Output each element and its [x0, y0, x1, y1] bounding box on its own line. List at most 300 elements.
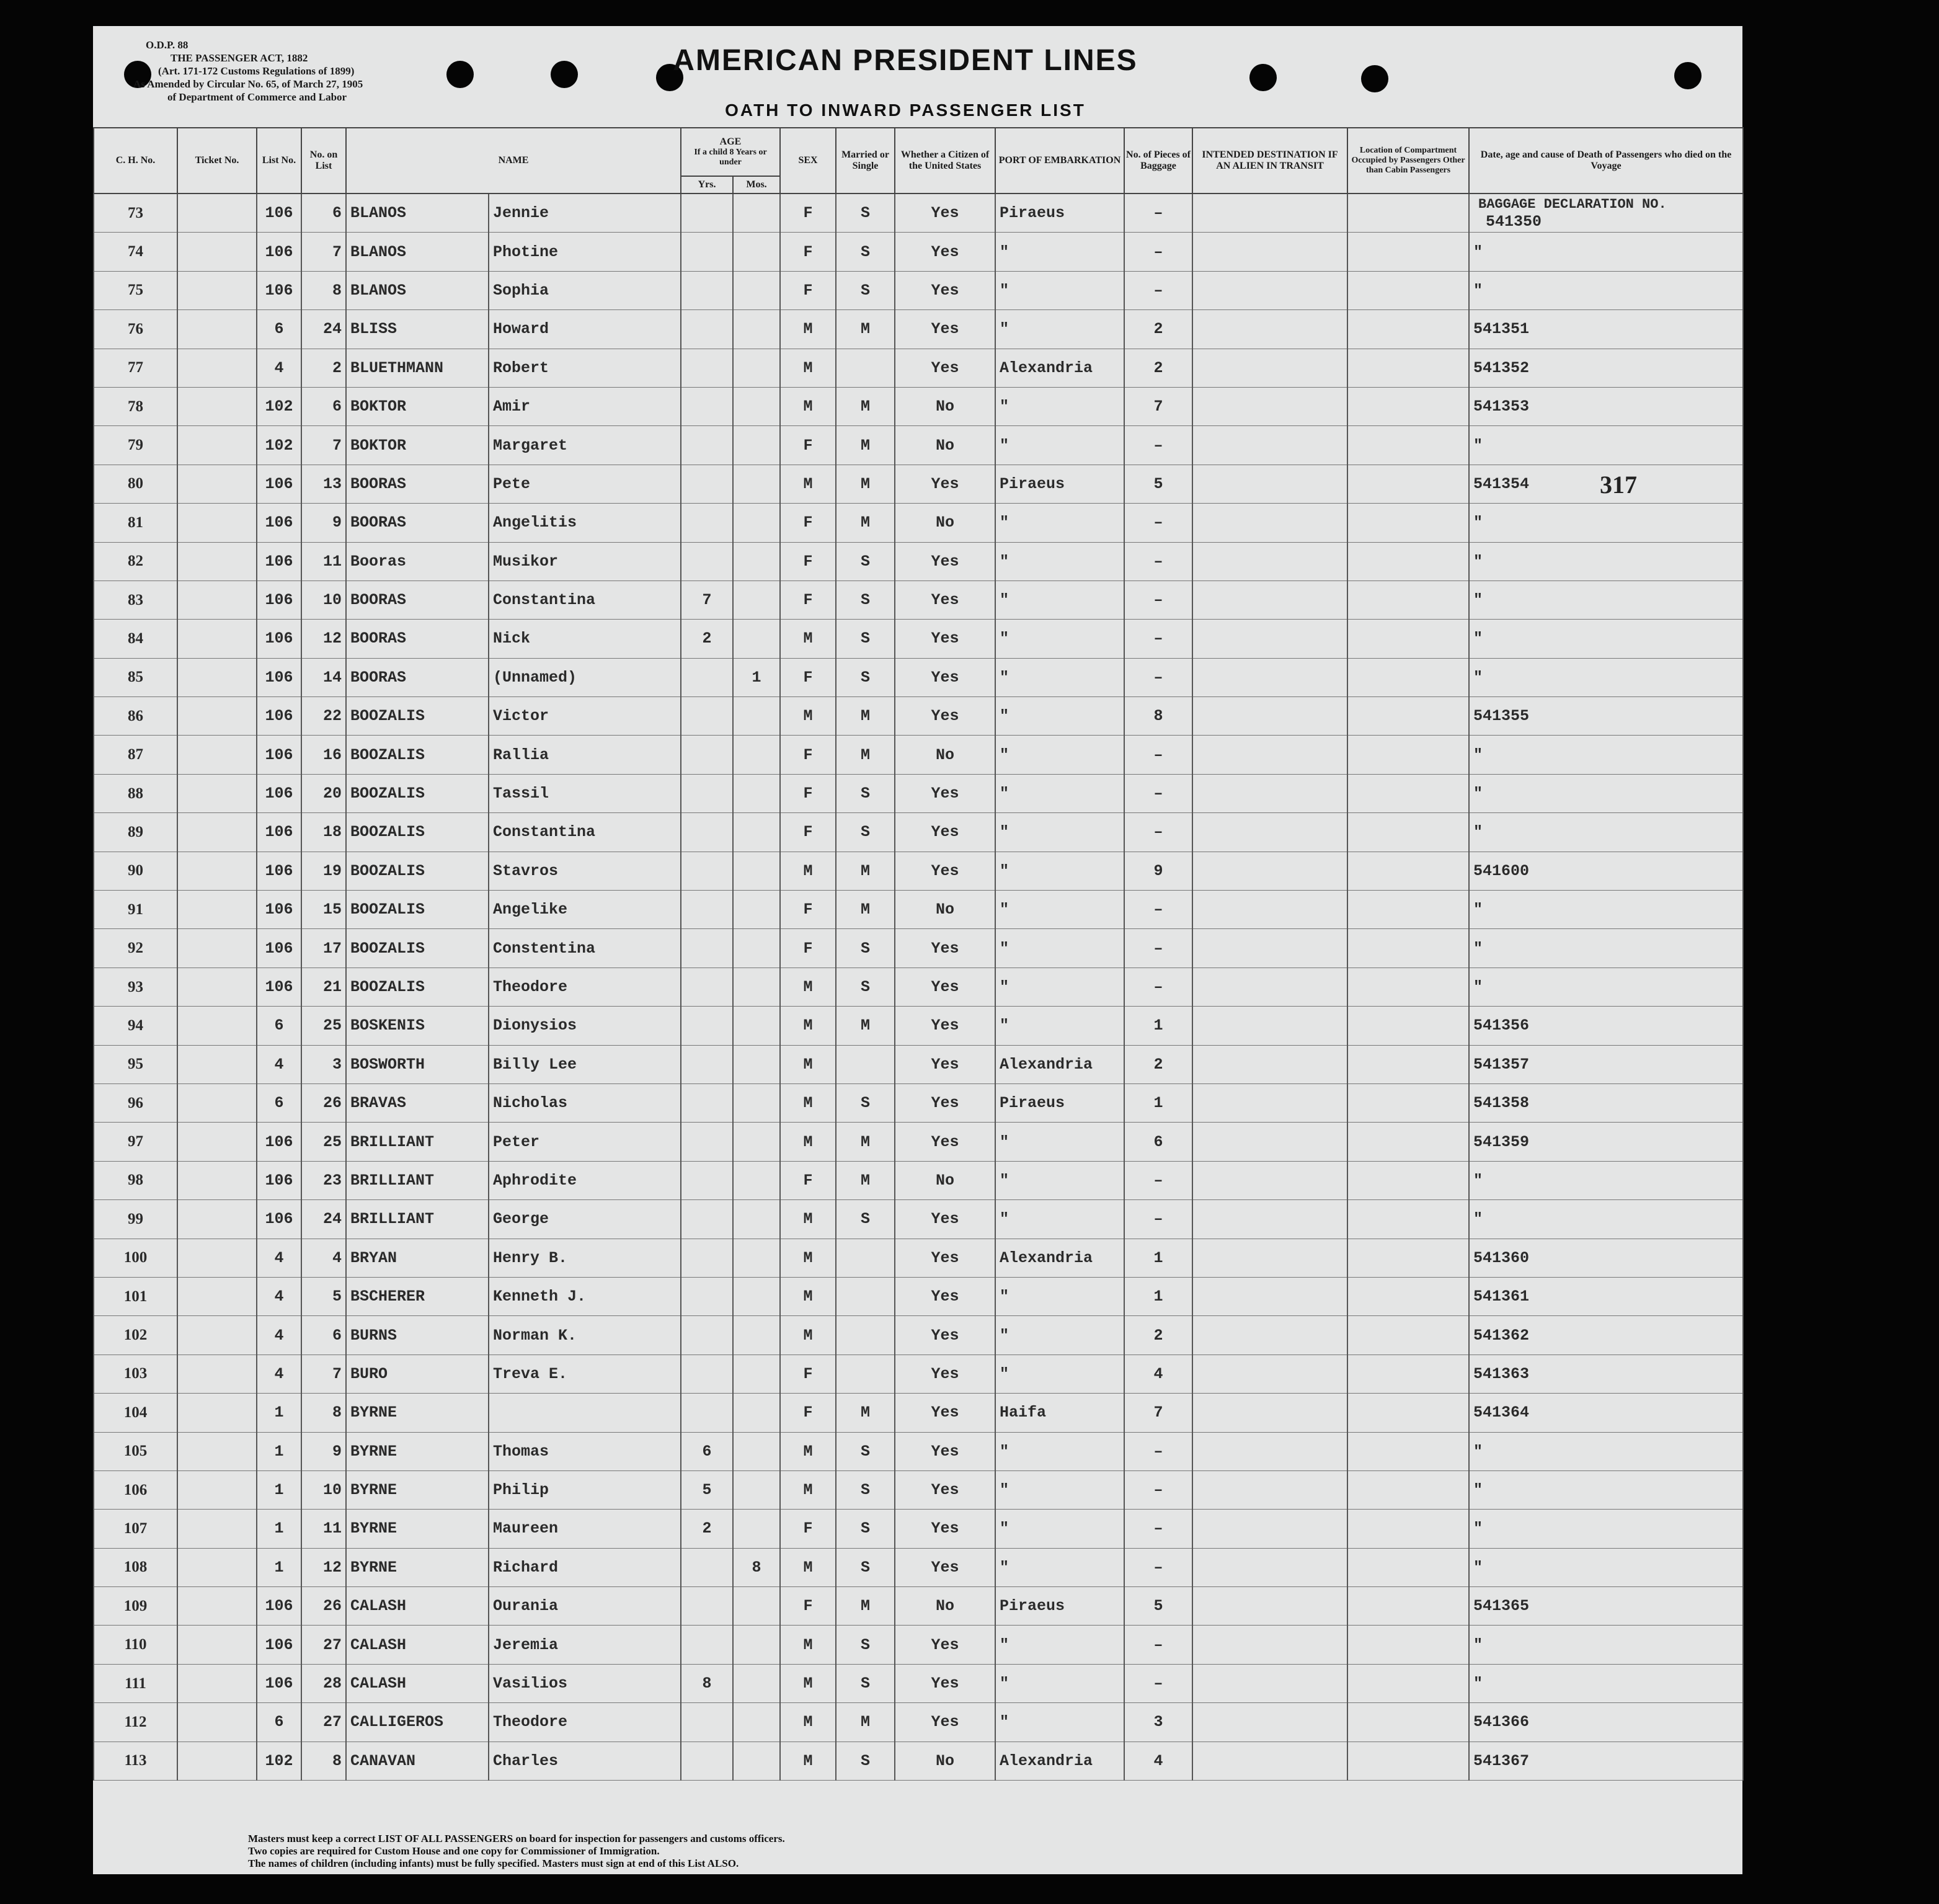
marital-status: M [836, 426, 895, 465]
age-years: 8 [681, 1664, 733, 1702]
age-years [681, 929, 733, 968]
no-on-list: 6 [301, 194, 346, 233]
no-on-list: 14 [301, 658, 346, 696]
ticket-no [177, 736, 257, 774]
given-name: Aphrodite [489, 1161, 681, 1199]
marital-status: S [836, 813, 895, 852]
destination [1192, 1045, 1347, 1083]
age-months [733, 1470, 780, 1509]
destination [1192, 1123, 1347, 1161]
sex: M [780, 1277, 836, 1315]
port-of-embarkation: Alexandria [995, 349, 1124, 387]
destination [1192, 1626, 1347, 1664]
baggage-declaration: " [1469, 271, 1743, 309]
surname: BRILLIANT [346, 1161, 489, 1199]
baggage-pieces: 7 [1124, 387, 1192, 425]
no-on-list: 27 [301, 1703, 346, 1742]
surname: BOOZALIS [346, 697, 489, 736]
marital-status: S [836, 658, 895, 696]
given-name: Billy Lee [489, 1045, 681, 1083]
line-number: 86 [94, 697, 177, 736]
sex: F [780, 813, 836, 852]
baggage-declaration: " [1469, 929, 1743, 968]
table-row [94, 504, 1743, 542]
compartment-location [1347, 387, 1469, 425]
citizen: No [895, 1742, 995, 1780]
baggage-pieces: 2 [1124, 1045, 1192, 1083]
baggage-declaration: " [1469, 1161, 1743, 1199]
surname: BOORAS [346, 465, 489, 503]
destination [1192, 271, 1347, 309]
table-row [94, 426, 1743, 465]
baggage-pieces: – [1124, 542, 1192, 581]
sex: M [780, 310, 836, 349]
ticket-no [177, 1703, 257, 1742]
compartment-location [1347, 1007, 1469, 1045]
port-of-embarkation: " [995, 736, 1124, 774]
citizen: Yes [895, 1432, 995, 1470]
ticket-no [177, 658, 257, 696]
port-of-embarkation: " [995, 1626, 1124, 1664]
col-age-mos: Mos. [733, 176, 780, 194]
baggage-declaration: 541356 [1469, 1007, 1743, 1045]
age-months [733, 1161, 780, 1199]
ticket-no [177, 697, 257, 736]
sex: F [780, 1394, 836, 1432]
citizen: Yes [895, 1626, 995, 1664]
compartment-location [1347, 465, 1469, 503]
sex: F [780, 504, 836, 542]
port-of-embarkation: " [995, 233, 1124, 271]
page-number: 317 [1600, 471, 1637, 499]
no-on-list: 8 [301, 1742, 346, 1780]
citizen: Yes [895, 658, 995, 696]
ticket-no [177, 1510, 257, 1548]
marital-status: S [836, 1664, 895, 1702]
destination [1192, 813, 1347, 852]
port-of-embarkation: Piraeus [995, 194, 1124, 233]
given-name: Victor [489, 697, 681, 736]
compartment-location [1347, 271, 1469, 309]
baggage-declaration: 541354 [1469, 465, 1743, 503]
given-name: Amir [489, 387, 681, 425]
ticket-no [177, 1664, 257, 1702]
sex: F [780, 1161, 836, 1199]
table-row [94, 1007, 1743, 1045]
port-of-embarkation: " [995, 620, 1124, 658]
surname: BLISS [346, 310, 489, 349]
col-sex: SEX [780, 128, 836, 194]
baggage-declaration-label: BAGGAGE DECLARATION NO. [1478, 196, 1667, 212]
age-years [681, 465, 733, 503]
baggage-declaration: " [1469, 891, 1743, 929]
baggage-declaration: 541367 [1469, 1742, 1743, 1780]
baggage-declaration: 541365 [1469, 1587, 1743, 1626]
no-on-list: 9 [301, 1432, 346, 1470]
destination [1192, 194, 1347, 233]
port-of-embarkation: " [995, 1161, 1124, 1199]
marital-status: S [836, 1742, 895, 1780]
table-row [94, 581, 1743, 619]
destination [1192, 581, 1347, 619]
compartment-location [1347, 504, 1469, 542]
age-years [681, 233, 733, 271]
given-name: Musikor [489, 542, 681, 581]
age-years [681, 736, 733, 774]
compartment-location [1347, 1123, 1469, 1161]
baggage-declaration: 541362 [1469, 1316, 1743, 1355]
port-of-embarkation: " [995, 891, 1124, 929]
compartment-location [1347, 1510, 1469, 1548]
port-of-embarkation: " [995, 1548, 1124, 1586]
line-number: 79 [94, 426, 177, 465]
age-months [733, 581, 780, 619]
compartment-location [1347, 1355, 1469, 1393]
marital-status [836, 1045, 895, 1083]
list-no: 106 [257, 736, 301, 774]
age-years: 7 [681, 581, 733, 619]
citizen: Yes [895, 1083, 995, 1122]
no-on-list: 12 [301, 1548, 346, 1586]
ticket-no [177, 1548, 257, 1586]
age-months [733, 1742, 780, 1780]
baggage-declaration: " [1469, 233, 1743, 271]
port-of-embarkation: " [995, 387, 1124, 425]
baggage-pieces: – [1124, 1200, 1192, 1239]
table-row [94, 1664, 1743, 1702]
list-no: 106 [257, 968, 301, 1006]
col-no-on-list: No. on List [301, 128, 346, 194]
marital-status [836, 1239, 895, 1277]
compartment-location [1347, 1432, 1469, 1470]
list-no: 106 [257, 697, 301, 736]
baggage-declaration: 541359 [1469, 1123, 1743, 1161]
age-years [681, 426, 733, 465]
surname: BLANOS [346, 271, 489, 309]
list-no: 102 [257, 1742, 301, 1780]
sex: M [780, 1316, 836, 1355]
passenger-table [93, 127, 1744, 1781]
regulations-line: (Art. 171-172 Customs Regulations of 1899) [158, 65, 355, 77]
destination [1192, 1200, 1347, 1239]
age-years [681, 1316, 733, 1355]
age-years [681, 271, 733, 309]
list-no: 1 [257, 1510, 301, 1548]
list-no: 4 [257, 1316, 301, 1355]
compartment-location [1347, 1703, 1469, 1742]
baggage-declaration: " [1469, 1510, 1743, 1548]
citizen: Yes [895, 1355, 995, 1393]
baggage-declaration: " [1469, 774, 1743, 812]
age-months [733, 426, 780, 465]
sex: M [780, 1007, 836, 1045]
line-number: 99 [94, 1200, 177, 1239]
destination [1192, 426, 1347, 465]
compartment-location [1347, 852, 1469, 890]
marital-status: S [836, 774, 895, 812]
compartment-location [1347, 1200, 1469, 1239]
no-on-list: 21 [301, 968, 346, 1006]
footer-line-2: Two copies are required for Custom House and one copy for Commissioner of Immigration. [248, 1845, 660, 1857]
port-of-embarkation: " [995, 658, 1124, 696]
age-years [681, 194, 733, 233]
age-months [733, 1123, 780, 1161]
baggage-declaration: " [1469, 813, 1743, 852]
list-no: 4 [257, 349, 301, 387]
baggage-declaration: 541352 [1469, 349, 1743, 387]
port-of-embarkation: " [995, 1510, 1124, 1548]
given-name: (Unnamed) [489, 658, 681, 696]
list-no: 106 [257, 929, 301, 968]
sex: M [780, 1664, 836, 1702]
surname: BRILLIANT [346, 1200, 489, 1239]
ticket-no [177, 465, 257, 503]
baggage-pieces: – [1124, 271, 1192, 309]
baggage-pieces: – [1124, 968, 1192, 1006]
destination [1192, 658, 1347, 696]
list-no: 6 [257, 1083, 301, 1122]
surname: BOOZALIS [346, 929, 489, 968]
line-number: 96 [94, 1083, 177, 1122]
compartment-location [1347, 426, 1469, 465]
table-row [94, 1161, 1743, 1199]
baggage-pieces: – [1124, 504, 1192, 542]
compartment-location [1347, 774, 1469, 812]
ticket-no [177, 233, 257, 271]
table-row [94, 1239, 1743, 1277]
line-number: 73 [94, 194, 177, 233]
ticket-no [177, 504, 257, 542]
given-name: Thomas [489, 1432, 681, 1470]
sex: F [780, 542, 836, 581]
table-row [94, 387, 1743, 425]
sex: F [780, 1587, 836, 1626]
sex: M [780, 852, 836, 890]
ticket-no [177, 194, 257, 233]
line-number: 84 [94, 620, 177, 658]
baggage-declaration: 541361 [1469, 1277, 1743, 1315]
baggage-pieces: – [1124, 1161, 1192, 1199]
destination [1192, 1587, 1347, 1626]
baggage-declaration: 541360 [1469, 1239, 1743, 1277]
citizen: Yes [895, 310, 995, 349]
marital-status: M [836, 1394, 895, 1432]
surname: BYRNE [346, 1510, 489, 1548]
table-row [94, 1510, 1743, 1548]
line-number: 75 [94, 271, 177, 309]
footer-line-1: Masters must keep a correct LIST OF ALL PASSENGERS on board for inspection for passengers and customs officers. [248, 1833, 785, 1844]
line-number: 100 [94, 1239, 177, 1277]
destination [1192, 1510, 1347, 1548]
no-on-list: 26 [301, 1083, 346, 1122]
list-no: 102 [257, 426, 301, 465]
no-on-list: 11 [301, 542, 346, 581]
col-list-no: List No. [257, 128, 301, 194]
baggage-pieces: 1 [1124, 1083, 1192, 1122]
port-of-embarkation: " [995, 968, 1124, 1006]
surname: BOORAS [346, 658, 489, 696]
age-years [681, 310, 733, 349]
line-number: 83 [94, 581, 177, 619]
no-on-list: 6 [301, 387, 346, 425]
baggage-declaration: " [1469, 1626, 1743, 1664]
line-number: 89 [94, 813, 177, 852]
given-name: Nicholas [489, 1083, 681, 1122]
age-note: If a child 8 Years or under [694, 148, 767, 167]
no-on-list: 9 [301, 504, 346, 542]
port-of-embarkation: " [995, 852, 1124, 890]
port-of-embarkation: Piraeus [995, 1083, 1124, 1122]
line-number: 97 [94, 1123, 177, 1161]
baggage-declaration: " [1469, 1664, 1743, 1702]
table-row [94, 1277, 1743, 1315]
surname: BURNS [346, 1316, 489, 1355]
age-months: 1 [733, 658, 780, 696]
given-name: Howard [489, 310, 681, 349]
destination [1192, 1548, 1347, 1586]
marital-status: S [836, 1510, 895, 1548]
list-no: 102 [257, 387, 301, 425]
sex: F [780, 658, 836, 696]
line-number: 106 [94, 1470, 177, 1509]
baggage-declaration: " [1469, 1200, 1743, 1239]
marital-status: M [836, 891, 895, 929]
baggage-declaration: 541600 [1469, 852, 1743, 890]
port-of-embarkation: " [995, 929, 1124, 968]
compartment-location [1347, 658, 1469, 696]
col-port: PORT OF EMBARKATION [995, 128, 1124, 194]
no-on-list: 7 [301, 1355, 346, 1393]
baggage-pieces: – [1124, 891, 1192, 929]
citizen: Yes [895, 813, 995, 852]
amended-line: As Amended by Circular No. 65, of March 27, 1905 [133, 78, 363, 90]
no-on-list: 27 [301, 1626, 346, 1664]
given-name: Angelike [489, 891, 681, 929]
punch-hole [1674, 62, 1702, 89]
table-row [94, 271, 1743, 309]
citizen: No [895, 504, 995, 542]
port-of-embarkation: " [995, 697, 1124, 736]
port-of-embarkation: " [995, 1355, 1124, 1393]
baggage-declaration: " [1469, 581, 1743, 619]
baggage-pieces: 6 [1124, 1123, 1192, 1161]
surname: BSCHERER [346, 1277, 489, 1315]
age-years [681, 1123, 733, 1161]
baggage-pieces: 7 [1124, 1394, 1192, 1432]
act-line: THE PASSENGER ACT, 1882 [171, 52, 308, 64]
no-on-list: 17 [301, 929, 346, 968]
line-number: 81 [94, 504, 177, 542]
baggage-declaration: " [1469, 504, 1743, 542]
sex: F [780, 1355, 836, 1393]
given-name: Kenneth J. [489, 1277, 681, 1315]
sex: M [780, 1083, 836, 1122]
compartment-location [1347, 1626, 1469, 1664]
age-years [681, 1045, 733, 1083]
port-of-embarkation: " [995, 1432, 1124, 1470]
marital-status: S [836, 929, 895, 968]
no-on-list: 25 [301, 1007, 346, 1045]
marital-status: S [836, 581, 895, 619]
table-row [94, 194, 1743, 233]
table-row [94, 813, 1743, 852]
compartment-location [1347, 1394, 1469, 1432]
compartment-location [1347, 1083, 1469, 1122]
sex: M [780, 620, 836, 658]
marital-status: S [836, 233, 895, 271]
ticket-no [177, 426, 257, 465]
line-number: 105 [94, 1432, 177, 1470]
sex: F [780, 194, 836, 233]
no-on-list: 12 [301, 620, 346, 658]
sex: F [780, 581, 836, 619]
given-name: Photine [489, 233, 681, 271]
table-row [94, 1548, 1743, 1586]
sex: M [780, 1200, 836, 1239]
compartment-location [1347, 968, 1469, 1006]
ticket-no [177, 968, 257, 1006]
table-row [94, 349, 1743, 387]
citizen: Yes [895, 1394, 995, 1432]
ticket-no [177, 271, 257, 309]
table-header [94, 128, 1743, 194]
table-row [94, 1316, 1743, 1355]
citizen: Yes [895, 1548, 995, 1586]
list-no: 6 [257, 1007, 301, 1045]
list-no: 6 [257, 1703, 301, 1742]
line-number: 110 [94, 1626, 177, 1664]
table-row [94, 1045, 1743, 1083]
citizen: No [895, 1161, 995, 1199]
citizen: Yes [895, 465, 995, 503]
list-no: 106 [257, 465, 301, 503]
marital-status: M [836, 1587, 895, 1626]
table-row [94, 1432, 1743, 1470]
surname: BOOZALIS [346, 968, 489, 1006]
destination [1192, 620, 1347, 658]
citizen: Yes [895, 697, 995, 736]
age-months [733, 1083, 780, 1122]
age-years [681, 1277, 733, 1315]
citizen: Yes [895, 194, 995, 233]
surname: BOOZALIS [346, 774, 489, 812]
ticket-no [177, 1200, 257, 1239]
table-row [94, 658, 1743, 696]
list-no: 106 [257, 1123, 301, 1161]
ticket-no [177, 1007, 257, 1045]
ticket-no [177, 310, 257, 349]
port-of-embarkation: " [995, 1470, 1124, 1509]
sex: M [780, 1432, 836, 1470]
list-no: 106 [257, 271, 301, 309]
surname: BOKTOR [346, 387, 489, 425]
citizen: Yes [895, 968, 995, 1006]
age-years [681, 1239, 733, 1277]
age-months [733, 1703, 780, 1742]
list-no: 106 [257, 233, 301, 271]
marital-status: M [836, 504, 895, 542]
compartment-location [1347, 1277, 1469, 1315]
baggage-pieces: 3 [1124, 1703, 1192, 1742]
given-name: Peter [489, 1123, 681, 1161]
citizen: Yes [895, 1045, 995, 1083]
surname: BOSWORTH [346, 1045, 489, 1083]
age-years [681, 774, 733, 812]
given-name: Tassil [489, 774, 681, 812]
age-months [733, 852, 780, 890]
destination [1192, 1742, 1347, 1780]
age-years [681, 658, 733, 696]
